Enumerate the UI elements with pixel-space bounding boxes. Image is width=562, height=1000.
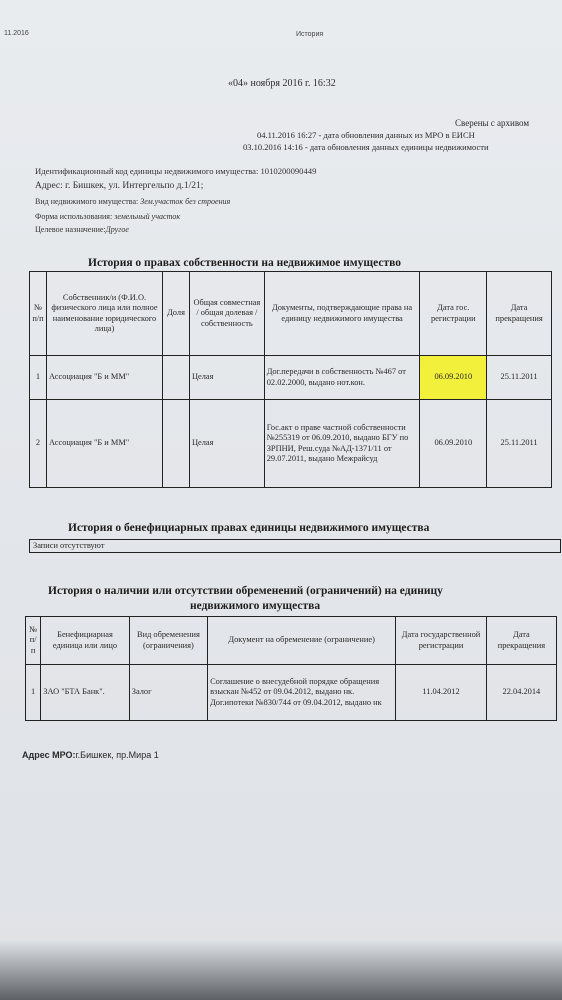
corner-title: История — [296, 31, 324, 38]
update-line-2: 03.10.2016 14:16 - дата обновления данных единицы недвижимости — [243, 142, 489, 152]
col-reg-date: Дата гос. регистрации — [420, 272, 487, 356]
col-ownership-type: Общая совместная / общая долевая / собственность — [189, 272, 264, 356]
cell-owner: Ассоциация "Б и ММ" — [46, 400, 162, 488]
property-form-value: земельный участок — [114, 212, 181, 221]
cell-number: 2 — [30, 400, 47, 488]
col-reg-date: Дата государственной регистрации — [396, 617, 487, 665]
cell-owner: Ассоциация "Б и ММ" — [46, 356, 162, 400]
table-row — [26, 665, 557, 721]
archive-check: Сверены с архивом — [455, 118, 530, 128]
cell-end-date: 25.11.2011 — [487, 400, 552, 488]
mro-address-label: Адрес МРО: — [22, 750, 76, 760]
cell-reg-date-highlighted: 06.09.2010 — [420, 356, 487, 400]
ownership-title: История о правах собственности на недвижимое имущество — [88, 257, 401, 269]
property-type-value: Зем.участок без строения — [140, 197, 231, 206]
cell-reg-date: 11.04.2012 — [396, 665, 487, 721]
col-number: № п/п — [30, 272, 47, 356]
property-form — [35, 212, 180, 221]
encumbrance-title-line-1: История о наличии или отсутствии обременений (ограничений) на единицу — [48, 585, 443, 597]
encumbrance-title-line-2: недвижимого имущества — [190, 600, 321, 612]
cell-ownership-type: Целая — [189, 356, 264, 400]
property-form-label: Форма использования: — [35, 212, 113, 221]
beneficiary-note: Записи отсутствуют — [29, 539, 561, 553]
col-encumbrance-document: Документ на обременение (ограничение) — [208, 617, 396, 665]
col-owner: Собственник/и (Ф.И.О. физического лица или полное наименование юридического лица) — [46, 272, 162, 356]
property-address-label: Адрес: — [35, 181, 63, 191]
update-line-1: 04.11.2016 16:27 - дата обновления данных из МРО в ЕИСН — [257, 130, 475, 140]
col-encumbrance-type: Вид обременения (ограничения) — [129, 617, 207, 665]
ownership-header-row — [30, 272, 552, 356]
col-end-date: Дата прекращения — [487, 272, 552, 356]
cell-reg-date: 06.09.2010 — [420, 400, 487, 488]
property-purpose-label: Целевое назначение: — [35, 225, 106, 234]
cell-encumbrance-type: Залог — [129, 665, 207, 721]
cell-encumbrance-document: Соглашение о внесудебной порядке обращения взыскан №452 от 09.04.2012, выдано нк. Дог.ипотеки №830/744 от 09.04.2012, выдано нк — [208, 665, 396, 721]
col-number: № п/п — [26, 617, 41, 665]
mro-address-value: г.Бишкек, пр.Мира 1 — [75, 750, 159, 760]
cell-number: 1 — [30, 356, 47, 400]
encumbrance-header-row — [26, 617, 557, 665]
ownership-table — [29, 271, 552, 488]
report-date: «04» ноября 2016 г. 16:32 — [228, 78, 336, 89]
property-type — [35, 197, 230, 206]
property-purpose-value: Другое — [105, 225, 129, 234]
col-end-date: Дата прекращения — [486, 617, 556, 665]
cell-share — [163, 356, 190, 400]
mro-address — [22, 750, 159, 760]
property-id — [35, 166, 316, 176]
cell-share — [163, 400, 190, 488]
cell-beneficiary: ЗАО "БТА Банк". — [41, 665, 130, 721]
property-purpose — [35, 225, 129, 234]
beneficiary-title: История о бенефициарных правах единицы недвижимого имущества — [68, 522, 430, 534]
cell-end-date: 22.04.2014 — [486, 665, 556, 721]
col-beneficiary: Бенефициарная единица или лицо — [41, 617, 130, 665]
encumbrance-table — [25, 616, 557, 721]
cell-end-date: 25.11.2011 — [487, 356, 552, 400]
cell-ownership-type: Целая — [189, 400, 264, 488]
property-id-value: 1010200090449 — [260, 166, 317, 176]
property-type-label: Вид недвижимого имущества: — [35, 197, 139, 206]
property-id-label: Идентификационный код единицы недвижимого имущества: — [35, 166, 259, 176]
property-address-value: г. Бишкек, ул. Интергельпо д.1/21; — [65, 181, 204, 191]
table-surface-shadow — [0, 940, 562, 1000]
cell-number: 1 — [26, 665, 41, 721]
table-row — [30, 356, 552, 400]
property-address — [35, 181, 203, 191]
corner-date: 11.2016 — [4, 30, 29, 37]
cell-documents: Гос.акт о праве частной собственности №255319 от 06.09.2010, выдано БГУ по ЗРПНИ, Реш.суда №АД-1371/11 от 29.07.2011, выдано Межрайсуд — [264, 400, 420, 488]
cell-documents: Дог.передачи в собственность №467 от 02.02.2000, выдано нот.кон. — [264, 356, 420, 400]
table-row — [30, 400, 552, 488]
col-documents: Документы, подтверждающие права на единицу недвижимого имущества — [264, 272, 420, 356]
col-share: Доля — [163, 272, 190, 356]
